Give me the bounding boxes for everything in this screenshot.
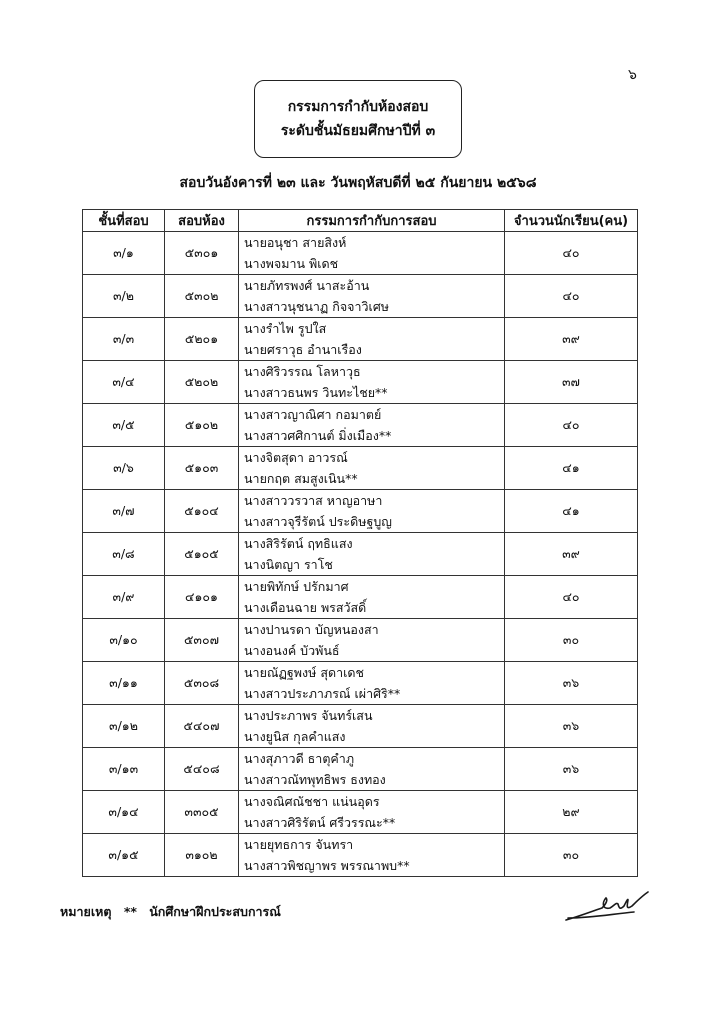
cell-room: ๕๔๐๗ xyxy=(165,705,239,748)
note-text: นักศึกษาฝึกประสบการณ์ xyxy=(149,904,281,919)
proctor-1-name: นางสาวญาณิศา กอมาตย์ xyxy=(244,407,382,422)
proctor-2-name: นางสาวธนพร วินทะไชย** xyxy=(244,385,388,400)
proctor-1-name: นายอนุชา สายสิงห์ xyxy=(244,235,347,250)
table-row xyxy=(83,361,638,404)
cell-room: ๕๓๐๑ xyxy=(165,232,239,275)
header-students: จำนวนนักเรียน(คน) xyxy=(505,210,638,232)
header-room: สอบห้อง xyxy=(165,210,239,232)
cell-class: ๓/๕ xyxy=(83,404,165,447)
table-row xyxy=(83,619,638,662)
cell-class: ๓/๖ xyxy=(83,447,165,490)
proctor-2-name: นางสาวณัทพุทธิพร ธงทอง xyxy=(244,772,386,787)
table-row xyxy=(83,834,638,877)
cell-class: ๓/๑๐ xyxy=(83,619,165,662)
title-box xyxy=(254,80,462,158)
proctor-2-name: นางนิตญา ราโช xyxy=(244,557,333,572)
proctor-table xyxy=(82,209,638,877)
cell-proctors xyxy=(239,447,505,490)
cell-students: ๔๐ xyxy=(505,576,638,619)
cell-proctors xyxy=(239,275,505,318)
cell-class: ๓/๔ xyxy=(83,361,165,404)
cell-students: ๔๐ xyxy=(505,232,638,275)
cell-proctors xyxy=(239,619,505,662)
table-row xyxy=(83,447,638,490)
cell-students: ๔๑ xyxy=(505,447,638,490)
proctor-2-name: นางสาวพิชญาพร พรรณาพบ** xyxy=(244,858,410,873)
cell-class: ๓/๑๒ xyxy=(83,705,165,748)
proctor-1-name: นางจิตสุดา อาวรณ์ xyxy=(244,450,348,465)
cell-room: ๓๑๐๒ xyxy=(165,834,239,877)
exam-date: สอบวันอังคารที่ ๒๓ และ วันพฤหัสบดีที่ ๒๕ กันยายน ๒๕๖๘ xyxy=(179,175,537,191)
header-class: ชั้นที่สอบ xyxy=(83,210,165,232)
cell-room: ๕๑๐๔ xyxy=(165,490,239,533)
table-header-row xyxy=(83,210,638,232)
cell-proctors xyxy=(239,705,505,748)
note-label: หมายเหตุ xyxy=(60,904,112,919)
proctor-1-name: นายภัทรพงศ์ นาสะอ้าน xyxy=(244,278,370,293)
proctor-1-name: นางรำไพ รูปใส xyxy=(244,321,327,336)
proctor-2-name: นางสาวประภาภรณ์ เผ่าศิริ** xyxy=(244,686,401,701)
cell-class: ๓/๓ xyxy=(83,318,165,361)
proctor-1-name: นางสุภาวดี ธาตุคำภู xyxy=(244,751,355,766)
table-row xyxy=(83,705,638,748)
title-line-1: กรรมการกำกับห้องสอบ xyxy=(287,99,429,115)
page-number: ๖ xyxy=(628,67,637,83)
title-line-2: ระดับชั้นมัธยมศึกษาปีที่ ๓ xyxy=(280,123,436,139)
cell-class: ๓/๑๔ xyxy=(83,791,165,834)
proctor-2-name: นางเดือนฉาย พรสวัสดิ์ xyxy=(244,600,367,615)
cell-proctors xyxy=(239,748,505,791)
table-row xyxy=(83,318,638,361)
cell-room: ๓๓๐๕ xyxy=(165,791,239,834)
cell-class: ๓/๗ xyxy=(83,490,165,533)
proctor-1-name: นายยุทธการ จันทรา xyxy=(244,837,354,852)
table-row xyxy=(83,576,638,619)
cell-proctors xyxy=(239,318,505,361)
cell-room: ๕๑๐๕ xyxy=(165,533,239,576)
proctor-2-name: นางอนงค์ บัวพันธ์ xyxy=(244,643,340,658)
cell-proctors xyxy=(239,232,505,275)
proctor-1-name: นายพิทักษ์ ปรักมาศ xyxy=(244,579,349,594)
proctor-2-name: นางพจมาน พิเดช xyxy=(244,256,339,271)
cell-students: ๓๖ xyxy=(505,748,638,791)
cell-room: ๕๓๐๒ xyxy=(165,275,239,318)
cell-students: ๓๗ xyxy=(505,361,638,404)
signature-stroke xyxy=(566,892,648,920)
cell-room: ๕๔๐๘ xyxy=(165,748,239,791)
cell-room: ๕๒๐๒ xyxy=(165,361,239,404)
proctor-2-name: นางสาวจุรีรัตน์ ประดิษฐบูญ xyxy=(244,514,392,529)
table-row xyxy=(83,490,638,533)
cell-students: ๓๖ xyxy=(505,705,638,748)
proctor-2-name: นายกฤต สมสูงเนิน** xyxy=(244,471,358,486)
proctor-1-name: นางจณิศณัชชา แน่นอุดร xyxy=(244,794,380,809)
cell-class: ๓/๑๓ xyxy=(83,748,165,791)
cell-students: ๔๐ xyxy=(505,275,638,318)
proctor-1-name: นางสิริรัตน์ ฤทธิแสง xyxy=(244,536,353,551)
cell-proctors xyxy=(239,361,505,404)
note xyxy=(60,902,281,922)
proctor-1-name: นางสาววรวาส หาญอาษา xyxy=(244,493,383,508)
cell-proctors xyxy=(239,404,505,447)
cell-proctors xyxy=(239,576,505,619)
table-row xyxy=(83,791,638,834)
cell-proctors xyxy=(239,791,505,834)
cell-class: ๓/๒ xyxy=(83,275,165,318)
cell-class: ๓/๑๑ xyxy=(83,662,165,705)
table-row xyxy=(83,404,638,447)
cell-students: ๔๐ xyxy=(505,404,638,447)
proctor-2-name: นางสาวศิริรัตน์ ศรีวรรณะ** xyxy=(244,815,396,830)
table-row xyxy=(83,662,638,705)
cell-room: ๕๓๐๘ xyxy=(165,662,239,705)
header-proctors: กรรมการกำกับการสอบ xyxy=(239,210,505,232)
proctor-2-name: นางสาวศศิกานต์ มิ่งเมือง** xyxy=(244,428,392,443)
cell-room: ๕๓๐๗ xyxy=(165,619,239,662)
cell-room: ๕๒๐๑ xyxy=(165,318,239,361)
cell-room: ๕๑๐๒ xyxy=(165,404,239,447)
cell-proctors xyxy=(239,490,505,533)
proctor-1-name: นางปานรดา บัญหนองสา xyxy=(244,622,379,637)
cell-proctors xyxy=(239,662,505,705)
proctor-1-name: นางประภาพร จันทร์เสน xyxy=(244,708,373,723)
cell-students: ๓๐ xyxy=(505,834,638,877)
cell-proctors xyxy=(239,533,505,576)
cell-students: ๓๙ xyxy=(505,318,638,361)
cell-class: ๓/๘ xyxy=(83,533,165,576)
proctor-2-name: นายศราวุธ อำนาเรือง xyxy=(244,342,362,357)
cell-students: ๓๖ xyxy=(505,662,638,705)
cell-proctors xyxy=(239,834,505,877)
cell-class: ๓/๑๕ xyxy=(83,834,165,877)
note-marker: ** xyxy=(123,904,137,919)
cell-room: ๕๑๐๓ xyxy=(165,447,239,490)
proctor-1-name: นายณัฏฐพงษ์ สุดาเดช xyxy=(244,665,364,680)
table-row xyxy=(83,533,638,576)
table-body xyxy=(83,232,638,877)
signature-image xyxy=(562,888,652,928)
cell-students: ๓๙ xyxy=(505,533,638,576)
cell-room: ๔๑๐๑ xyxy=(165,576,239,619)
proctor-1-name: นางศิริวรรณ โลหาวุธ xyxy=(244,364,361,379)
table-row xyxy=(83,748,638,791)
proctor-2-name: นางยูนิส กุลคำแสง xyxy=(244,729,346,744)
table-row xyxy=(83,232,638,275)
proctor-2-name: นางสาวนุชนาฏ กิจจาวิเศษ xyxy=(244,299,389,314)
table-row xyxy=(83,275,638,318)
cell-students: ๔๑ xyxy=(505,490,638,533)
cell-class: ๓/๑ xyxy=(83,232,165,275)
cell-class: ๓/๙ xyxy=(83,576,165,619)
cell-students: ๒๙ xyxy=(505,791,638,834)
cell-students: ๓๐ xyxy=(505,619,638,662)
